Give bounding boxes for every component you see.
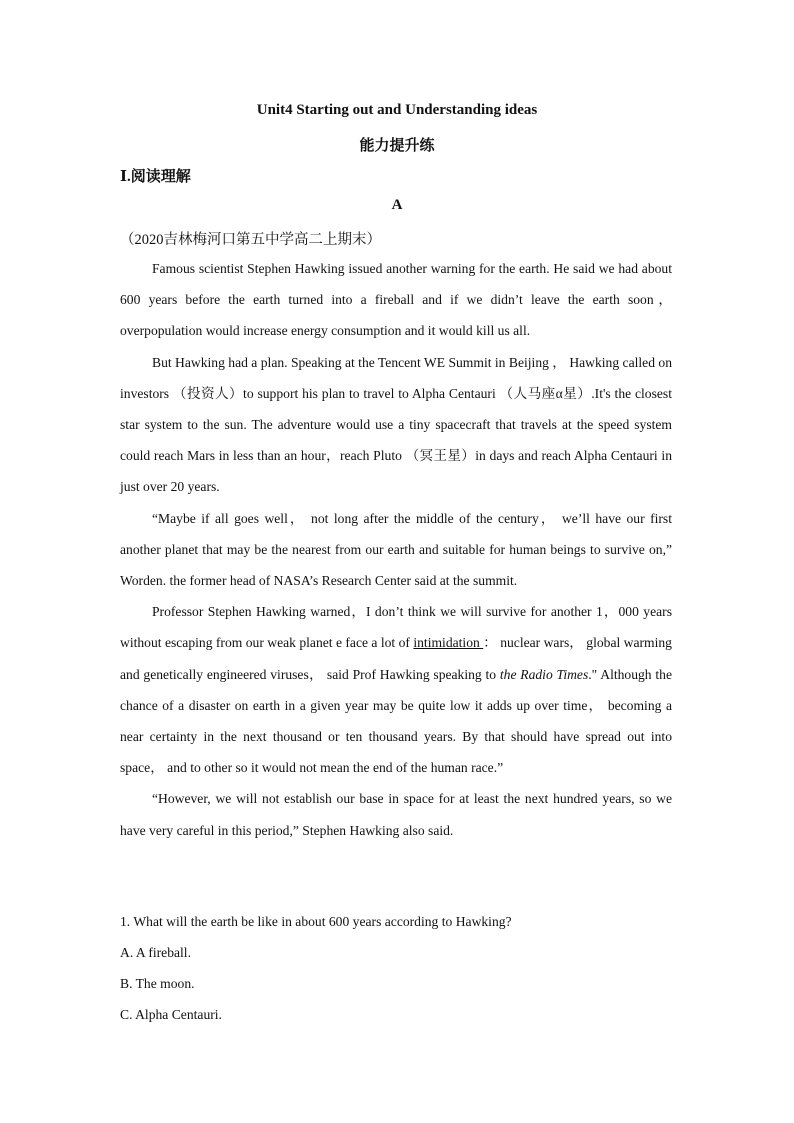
paragraph-4-part-2: ： nuclear wars， global warming and genetically engineered viruses， said Prof Hawking speaking to — [120, 635, 672, 682]
underlined-word: intimidation — [413, 635, 484, 651]
option-b: B. The moon. — [120, 976, 195, 991]
paragraph-3: “Maybe if all goes well， not long after the middle of the century， we’ll have our first another planet that may be the nearest from our earth and suitable for human beings to survive on,” Worden. the former head of NASA’s Research Center said at the summit. — [120, 510, 672, 589]
passage-body — [120, 253, 672, 846]
question-stem: 1. What will the earth be like in about 600 years according to Hawking? — [120, 914, 512, 929]
passage-source: （2020吉林梅河口第五中学高二上期末） — [120, 232, 381, 248]
paragraph-4-part-3: ." Although the chance of a disaster on earth in a given year may be quite low it adds up over time， becoming a near certainty in the next thousand or ten thousand years. By that should have spread out into space， and to other so it would not mean the end of the human race.” — [120, 666, 672, 776]
paragraph-2: But Hawking had a plan. Speaking at the Tencent WE Summit in Beijing ， Hawking called on investors （投资人）to support his plan to travel to Alpha Centauri （人马座α星）.It's the closest star system to the sun. The adventure would use a tiny spacecraft that travels at the speed system could reach Mars in less than an hour，reach Pluto （冥王星）in days and reach Alpha Centauri in just over 20 years. — [120, 354, 672, 495]
option-c: C. Alpha Centauri. — [120, 1007, 222, 1022]
option-a: A. A fireball. — [120, 945, 191, 960]
paragraph-4-part-1: Professor Stephen Hawking warned，I don’t think we will survive for another 1，000 years without escaping from our weak planet e face a lot of — [120, 604, 672, 651]
page-title: Unit4 Starting out and Understanding ideas — [256, 102, 538, 118]
paragraph-1: Famous scientist Stephen Hawking issued another warning for the earth. He said we had about 600 years before the earth turned into a fireball and if we didn’t leave the earth soon， overpopulation would increase energy consumption and it would kill us all. — [120, 261, 672, 339]
page-subtitle: 能力提升练 — [359, 138, 435, 154]
passage-label: A — [391, 197, 403, 213]
italic-title: the Radio Times — [499, 666, 589, 682]
paragraph-5: “However, we will not establish our base in space for at least the next hundred years, so we have very careful in this period,” Stephen Hawking also said. — [120, 791, 672, 838]
paragraph-4 — [120, 596, 672, 783]
section-heading: Ⅰ.阅读理解 — [120, 169, 191, 185]
